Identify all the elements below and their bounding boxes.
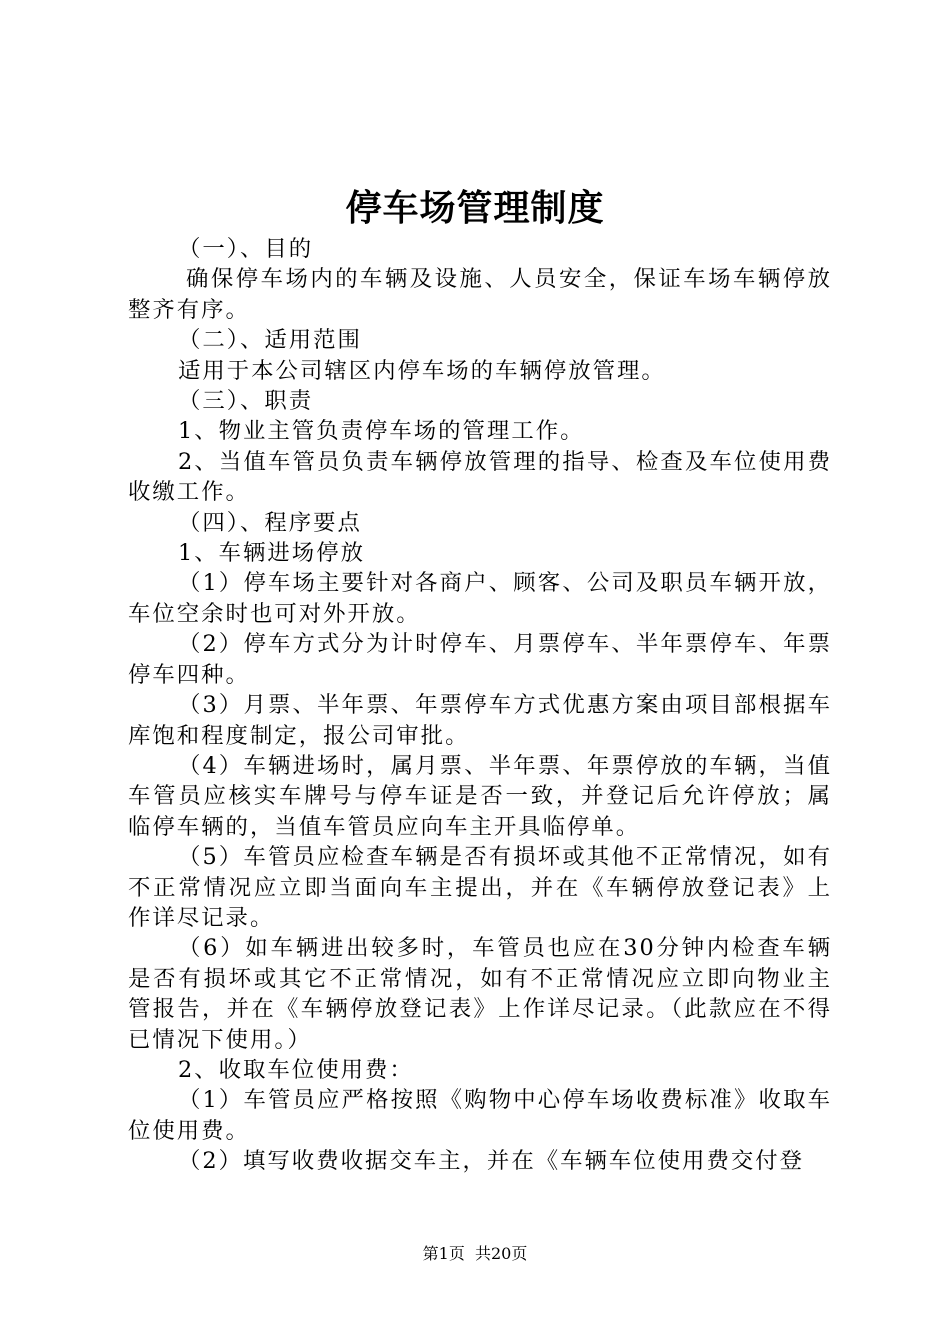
list-item: （1）车管员应严格按照《购物中心停车场收费标准》收取车位使用费。 [128, 1087, 832, 1144]
list-item: （5）车管员应检查车辆是否有损坏或其他不正常情况，如有不正常情况应立即当面向车主提出，并在《车辆停放登记表》上作详尽记录。 [128, 844, 832, 931]
section-heading-purpose: （一）、目的 [178, 236, 314, 262]
document-body [128, 234, 832, 1177]
list-item: （2）停车方式分为计时停车、月票停车、半年票停车、年票停车四种。 [128, 631, 832, 688]
section-heading-duties: （三）、职责 [178, 388, 314, 415]
document-title: 停车场管理制度 [345, 187, 605, 229]
list-item: （2）填写收费收据交车主，并在《车辆车位使用费交付登 [178, 1148, 805, 1175]
subsection-heading: 2、收取车位使用费： [178, 1056, 414, 1083]
list-item: （1）停车场主要针对各商户、顾客、公司及职员车辆开放，车位空余时也可对外开放。 [128, 570, 832, 627]
page-footer: 第1页 共20页 [422, 1244, 528, 1263]
paragraph: 1、物业主管负责停车场的管理工作。 [178, 418, 585, 445]
paragraph: 2、当值车管员负责车辆停放管理的指导、检查及车位使用费收缴工作。 [128, 448, 832, 506]
paragraph: 适用于本公司辖区内停车场的车辆停放管理。 [178, 357, 666, 384]
list-item: （6）如车辆进出较多时，车管员也应在30分钟内检查车辆是否有损坏或其它不正常情况，如有不正常情况应立即向物业主管报告，并在《车辆停放登记表》上作详尽记录。（此款应在不得已情况下使用。） [128, 935, 832, 1053]
list-item: （4）车辆进场时，属月票、半年票、年票停放的车辆，当值车管员应核实车牌号与停车证是否一致，并登记后允许停放；属临停车辆的，当值车管员应向车主开具临停单。 [128, 752, 832, 840]
subsection-heading: 1、车辆进场停放 [178, 540, 365, 567]
list-item: （3）月票、半年票、年票停车方式优惠方案由项目部根据车库饱和程度制定，报公司审批。 [128, 692, 832, 749]
section-heading-procedure: （四）、程序要点 [178, 509, 362, 536]
paragraph: 确保停车场内的车辆及设施、人员安全，保证车场车辆停放整齐有序。 [128, 266, 832, 323]
section-heading-scope: （二）、适用范围 [178, 327, 362, 354]
